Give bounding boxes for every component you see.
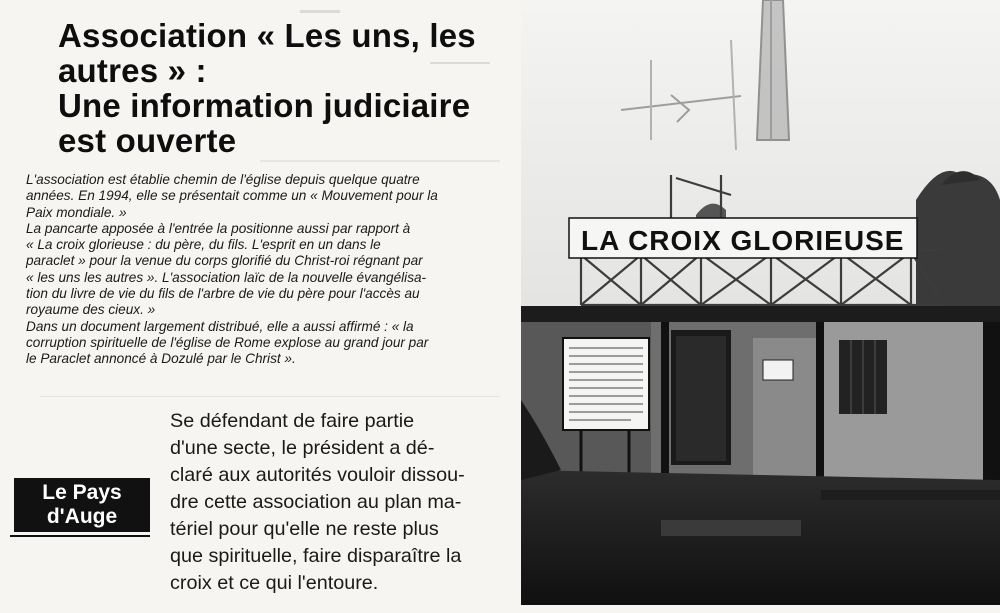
croix-glorieuse-banner — [569, 218, 917, 258]
section-label-line: Le Pays — [42, 481, 122, 504]
bench — [661, 520, 801, 536]
intro-line: le Paraclet annoncé à Dozulé par le Christ ». — [26, 351, 296, 367]
body-line: que spirituelle, faire disparaître la — [170, 545, 462, 567]
intro-line: corruption spirituelle de l'église de Rome explose au grand jour par — [26, 334, 429, 350]
intro-line: Dans un document largement distribué, elle a aussi affirmé : « la — [26, 318, 414, 334]
headline-line: autres » : — [58, 52, 207, 89]
intro-line: « La croix glorieuse : du père, du fils. L'esprit en un dans le — [26, 237, 381, 253]
body-line: tériel pour qu'elle ne reste plus — [170, 518, 439, 540]
intro-line: L'association est établie chemin de l'église depuis quelque quatre — [26, 172, 420, 187]
article-intro — [26, 172, 511, 368]
body-line: croix et ce qui l'entoure. — [170, 572, 379, 594]
intro-line: royaume des cieux. » — [26, 302, 156, 318]
intro-line: Paix mondiale. » — [26, 204, 127, 220]
article-headline — [58, 18, 528, 158]
intro-line: années. En 1994, elle se présentait comme un « Mouvement pour la — [26, 188, 438, 204]
intro-line: « les uns les autres ». L'association laïc de la nouvelle évangélisa- — [26, 269, 427, 285]
intro-line: tion du livre de vie du fils de l'arbre de vie du père pour l'accès au — [26, 286, 420, 302]
intro-line: La pancarte apposée à l'entrée la positionne aussi par rapport à — [26, 220, 411, 236]
banner-text: LA CROIX GLORIEUSE — [581, 225, 905, 256]
body-line: d'une secte, le président a dé- — [170, 437, 435, 459]
article-photo — [521, 0, 1000, 605]
section-label-line: d'Auge — [46, 505, 118, 528]
roof — [521, 306, 1000, 322]
article-body — [170, 408, 492, 597]
body-line: Se défendant de faire partie — [170, 410, 415, 432]
headline-line: est ouverte — [58, 122, 237, 159]
headline-line: Une information judiciaire — [58, 87, 471, 124]
body-line: dre cette association au plan ma- — [170, 491, 462, 513]
intro-line: paraclet » pour la venue du corps glorifié du Christ-roi régnant par — [26, 253, 423, 269]
body-line: claré aux autorités vouloir dissou- — [170, 464, 465, 486]
photo-illustration — [521, 0, 1000, 605]
headline-line: Association « Les uns, les — [58, 17, 476, 54]
section-label-pays-d-auge — [14, 478, 150, 532]
